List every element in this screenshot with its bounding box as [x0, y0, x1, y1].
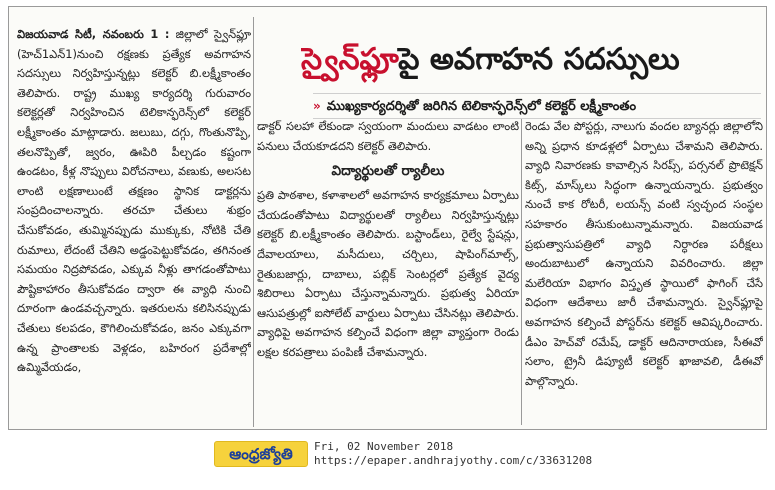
- column-1-text: జిల్లాలో స్వైన్‌ఫ్లూ (హెచ్1ఎన్1)నుంచి రక్షణకు ప్రత్యేక అవగాహన సదస్సులు నిర్వహిస్తున్నట్లు కలెక్టర్ బి.లక్ష్మీకాంతం తెలిపారు. రాష్ట్ర ముఖ్య కార్యదర్శి గురువారం కలెక్టర్లతో నిర్వహించిన టెలికాన్ఫరెన్స్‌లో కలెక్టర్ లక్ష్మీకాంతం మాట్లాడారు. జలుబు, దగ్గు, గొంతునొప్పి, తలనొప్పితో, జ్వరం, ఊపిరి పీల్చడం కష్టంగా ఉండటం, కీళ్ల నొప్పులు విరోచనాలు, వణుకు, అలసట లాంటి లక్షణాలుంటే తక్షణం స్థానిక డాక్టర్లను సంప్రదించాలన్నారు. తరచూ చేతులు శుభ్రం చేసుకోవడం, తుమ్మినప్పుడు ముక్కుకు, నోటికి చేతి రుమాలు, లేదంటే చేతిని అడ్డంపెట్టుకోవడం, తగినంత సమయం నిద్రపోవడం, ఎక్కువ నీళ్లు తాగడంతోపాటు పౌష్టికాహారం తీసుకోవడం ద్వారా ఈ వ్యాధి నుంచి దూరంగా ఉండవచ్చన్నారు. ఇతరులను కలిసినప్పుడు చేతులు కలపడం, కౌగిలించుకోవడం, జనం ఎక్కువగా ఉన్న ప్రాంతాలకు వెళ్లడం, బహిరంగ ప్రదేశాల్లో ఉమ్మివేయడం,: [17, 27, 251, 375]
- column-divider: [521, 119, 522, 425]
- epaper-url[interactable]: https://epaper.andhrajyothy.com/c/33631208: [314, 454, 593, 467]
- epaper-footer: [8, 436, 767, 470]
- column-2-text-a: డాక్టర్ సలహా లేకుండా స్వయంగా మందులు వాడటం లాంటి పనులు చేయకూడదని కలెక్టర్ తెలిపారు.: [257, 119, 519, 153]
- headline-keyword: స్వైన్‌ఫ్లూ: [301, 42, 399, 77]
- double-chevron-right-icon: »: [313, 99, 321, 113]
- article-column-1: [17, 25, 251, 429]
- headline: [301, 37, 761, 87]
- column-divider: [253, 17, 254, 427]
- headline-rest: పై అవగాహన సదస్సులు: [398, 42, 680, 77]
- publication-date: Fri, 02 November 2018: [314, 440, 454, 453]
- article-column-2: [257, 117, 519, 427]
- newspaper-clipping: [8, 6, 767, 430]
- subheadline-bar: [313, 93, 761, 119]
- subheadline: ముఖ్యకార్యదర్శితో జరిగిన టెలికాన్ఫరెన్స్‌లో కలెక్టర్ లక్ష్మీకాంతం: [326, 99, 637, 114]
- section-subheading: విద్యార్థులతో ర్యాలీలు: [331, 163, 445, 180]
- article-column-3: [525, 117, 763, 427]
- andhrajyothy-logo: ఆంధ్రజ్యోతి: [214, 441, 308, 467]
- column-2-text-b: ప్రతి పాఠశాల, కళాశాలలో అవగాహన కార్యక్రమాలు ఏర్పాటు చేయడంతోపాటు విద్యార్థులతో ర్యాలీలు నిర్వహిస్తున్నట్లు కలెక్టర్ బి.లక్ష్మీకాంతం తెలిపారు. బస్టాండ్‌లు, రైల్వే స్టేషన్లు, దేవాలయాలు, మసీదులు, చర్చిలు, షాపింగ్‌మాల్స్, రైతుబజార్లు, దాబాలు, పబ్లిక్ సెంటర్లలో ప్రత్యేక వైద్య శిబిరాలు ఏర్పాటు చేస్తున్నామన్నారు. ప్రభుత్వ ఏరియా ఆసుపత్రుల్లో ఐసోలేట్ వార్డులు ఏర్పాటు చేసినట్లు తెలిపారు. వ్యాధిపై అవగాహన కల్పించే విధంగా జిల్లా వ్యాప్తంగా రెండు లక్షల కరపత్రాలు పంపిణీ చేశామన్నారు.: [257, 188, 519, 359]
- column-3-text: రెండు వేల పోస్టర్లు, నాలుగు వందల బ్యానర్లు జిల్లాలోని అన్ని ప్రధాన కూడళ్లలో ఏర్పాటు చేశామని తెలిపారు. వ్యాధి నివారణకు కావాల్సిన సిరప్స్, పర్సనల్ ప్రొటెక్షన్ కిట్స్, మాస్క్‌లు సిద్ధంగా ఉన్నాయన్నారు. ప్రభుత్వం నుంచే కాక రోటరీ, లయన్స్ వంటి స్వచ్ఛంద సంస్థల సహకారం తీసుకుంటున్నామన్నారు. విజయవాడ ప్రభుత్వాసుపత్రిలో వ్యాధి నిర్ధారణ పరీక్షలు అందుబాటులో ఉన్నాయని వివరించారు. జిల్లా మలేరియా విభాగం విస్తృత స్థాయిలో ఫాగింగ్ చేసే విధంగా ఆదేశాలు జారీ చేశామన్నారు. స్వైన్‌ఫ్లూపై అవగాహన కల్పించే పోస్టర్‌ను కలెక్టర్ ఆవిష్కరించారు. డీఎం హెచ్‌వో రమేష్, డాక్టర్ ఆదినారాయణ, సీఈవో సలాం, ట్రైనీ డిప్యూటీ కలెక్టర్ ఖాజావలి, డీఈవో పాల్గొన్నారు.: [525, 119, 763, 388]
- dateline: విజయవాడ సిటీ, నవంబరు 1 :: [17, 27, 170, 41]
- footer-meta: [314, 440, 644, 468]
